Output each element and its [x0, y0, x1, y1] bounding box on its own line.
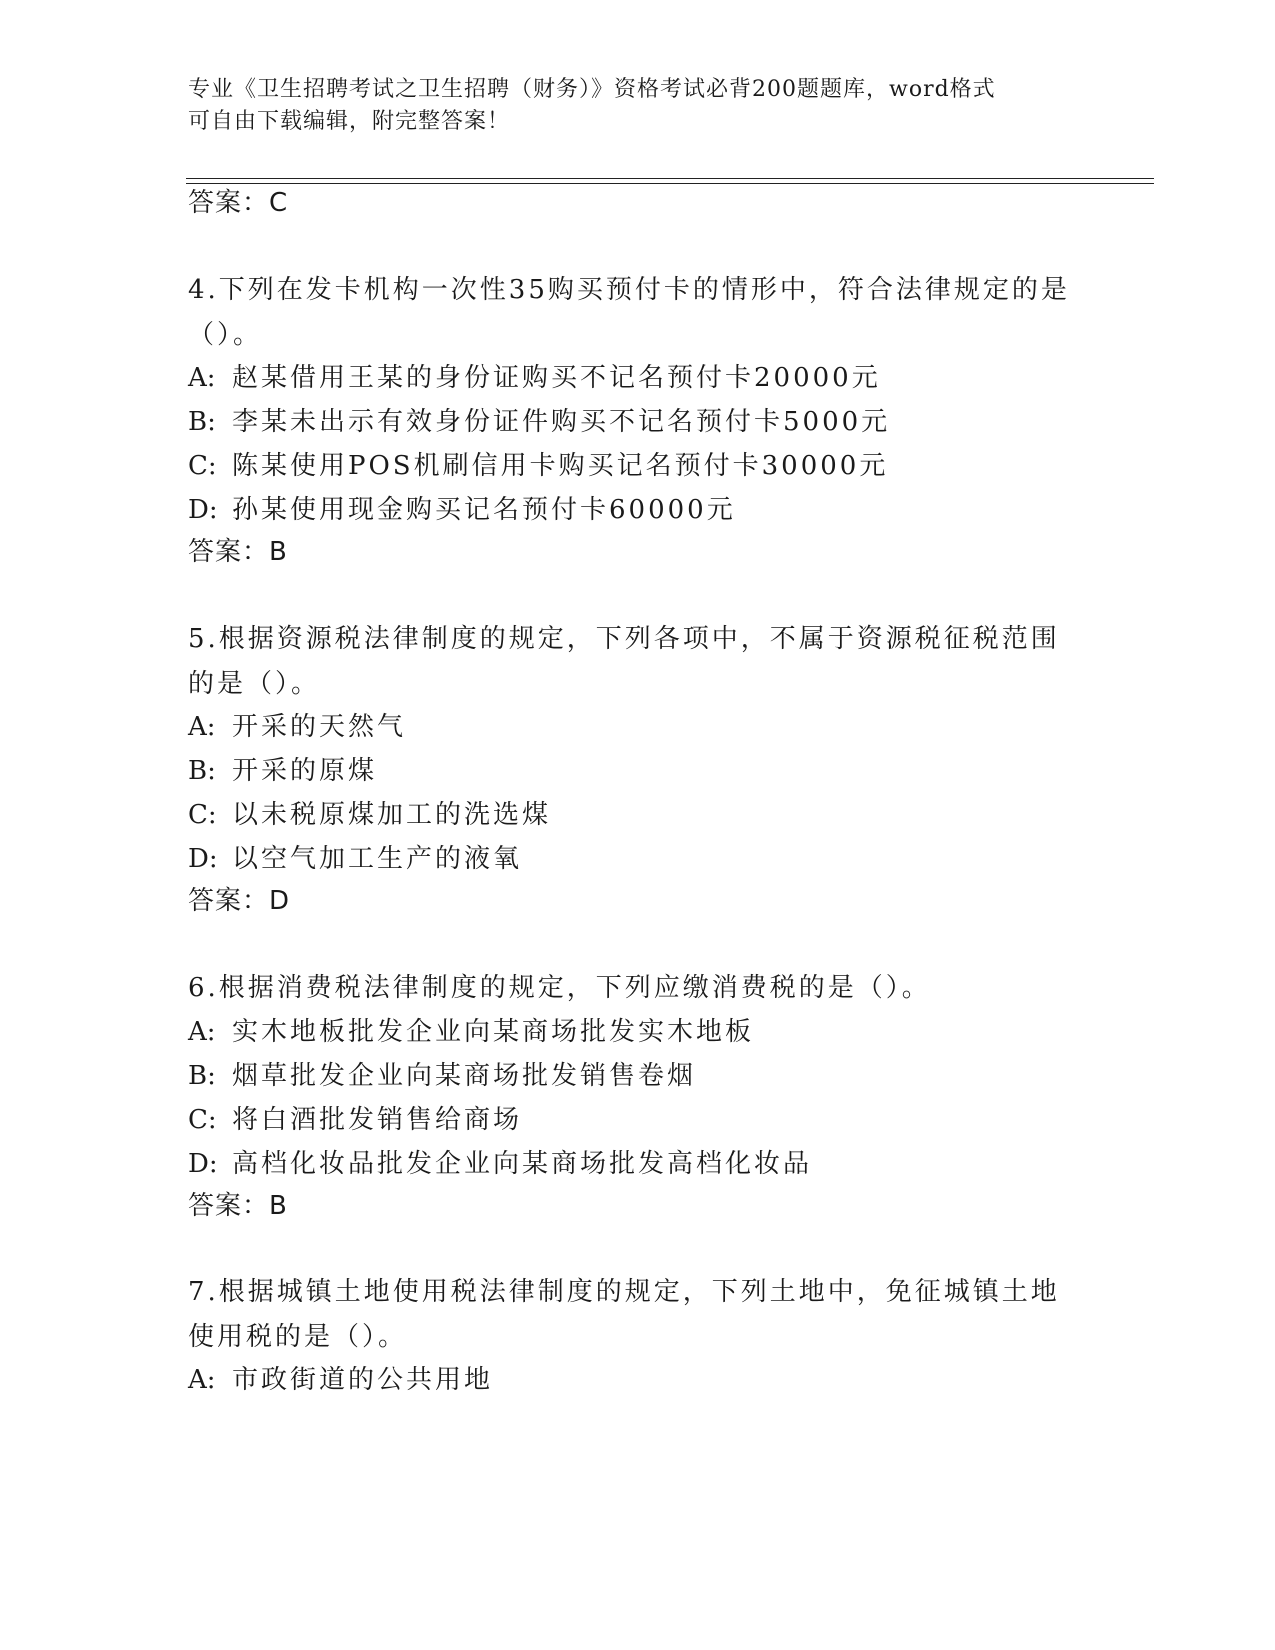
- question-6-line-1: 6.根据消费税法律制度的规定，下列应缴消费税的是（）。: [188, 973, 931, 1003]
- option-letter: D:: [188, 844, 218, 874]
- option-letter: A:: [188, 1365, 216, 1395]
- question-4-line-2: （）。: [188, 320, 263, 350]
- option-text: 烟草批发企业向某商场批发销售卷烟: [232, 1061, 697, 1091]
- option-text: 赵某借用王某的身份证购买不记名预付卡20000元: [232, 363, 881, 393]
- option-text: 李某未出示有效身份证件购买不记名预付卡5000元: [232, 407, 891, 437]
- header-divider-bottom: [186, 183, 1154, 184]
- option-text: 市政街道的公共用地: [232, 1365, 494, 1395]
- option-text: 将白酒批发销售给商场: [232, 1105, 523, 1135]
- question-5-line-1: 5.根据资源税法律制度的规定，下列各项中，不属于资源税征税范围: [188, 624, 1060, 654]
- question-5-option-b: [188, 754, 377, 788]
- question-7: [188, 1270, 1088, 1360]
- question-5-line-2: 的是（）。: [188, 669, 321, 699]
- option-text: 开采的原煤: [232, 756, 378, 786]
- question-7-line-2: 使用税的是（）。: [188, 1322, 408, 1352]
- header-line-2: 可自由下载编辑，附完整答案！: [188, 109, 511, 134]
- question-5-option-a: [188, 710, 406, 744]
- option-letter: A:: [188, 1017, 216, 1047]
- option-letter: C:: [188, 451, 217, 481]
- answer-q3: 答案：C: [188, 188, 289, 218]
- question-6-option-a: [188, 1015, 754, 1049]
- option-letter: C:: [188, 1105, 217, 1135]
- question-7-option-a: [188, 1363, 493, 1397]
- option-letter: B:: [188, 756, 216, 786]
- question-4: [188, 268, 1088, 358]
- question-7-line-1: 7.根据城镇土地使用税法律制度的规定，下列土地中，免征城镇土地: [188, 1277, 1060, 1307]
- option-letter: D:: [188, 1149, 218, 1179]
- question-6: [188, 966, 1088, 1011]
- question-4-option-b: [188, 405, 890, 439]
- question-4-option-d: [188, 493, 736, 527]
- answer-q4: 答案：B: [188, 537, 288, 567]
- option-letter: B:: [188, 407, 216, 437]
- option-letter: A:: [188, 712, 216, 742]
- answer-q5: 答案：D: [188, 886, 291, 916]
- option-letter: A:: [188, 363, 216, 393]
- question-4-option-c: [188, 449, 888, 483]
- header-divider-top: [186, 178, 1154, 179]
- option-letter: D:: [188, 495, 218, 525]
- document-header: [188, 74, 1068, 138]
- question-6-option-c: [188, 1103, 522, 1137]
- option-letter: C:: [188, 800, 217, 830]
- question-4-line-1: 4.下列在发卡机构一次性35购买预付卡的情形中，符合法律规定的是: [188, 275, 1070, 305]
- option-text: 开采的天然气: [232, 712, 407, 742]
- question-5-option-c: [188, 798, 551, 832]
- option-letter: B:: [188, 1061, 216, 1091]
- option-text: 实木地板批发企业向某商场批发实木地板: [232, 1017, 755, 1047]
- question-5-option-d: [188, 842, 522, 876]
- option-text: 陈某使用POS机刷信用卡购买记名预付卡30000元: [232, 451, 889, 481]
- header-line-1: 专业《卫生招聘考试之卫生招聘（财务）》资格考试必背200题题库，word格式: [188, 77, 996, 102]
- option-text: 孙某使用现金购买记名预付卡60000元: [232, 495, 736, 525]
- option-text: 高档化妆品批发企业向某商场批发高档化妆品: [232, 1149, 813, 1179]
- option-text: 以未税原煤加工的洗选煤: [232, 800, 552, 830]
- answer-q6: 答案：B: [188, 1191, 288, 1221]
- question-6-option-b: [188, 1059, 696, 1093]
- question-6-option-d: [188, 1147, 812, 1181]
- question-5: [188, 617, 1088, 707]
- option-text: 以空气加工生产的液氧: [232, 844, 523, 874]
- question-4-option-a: [188, 361, 881, 395]
